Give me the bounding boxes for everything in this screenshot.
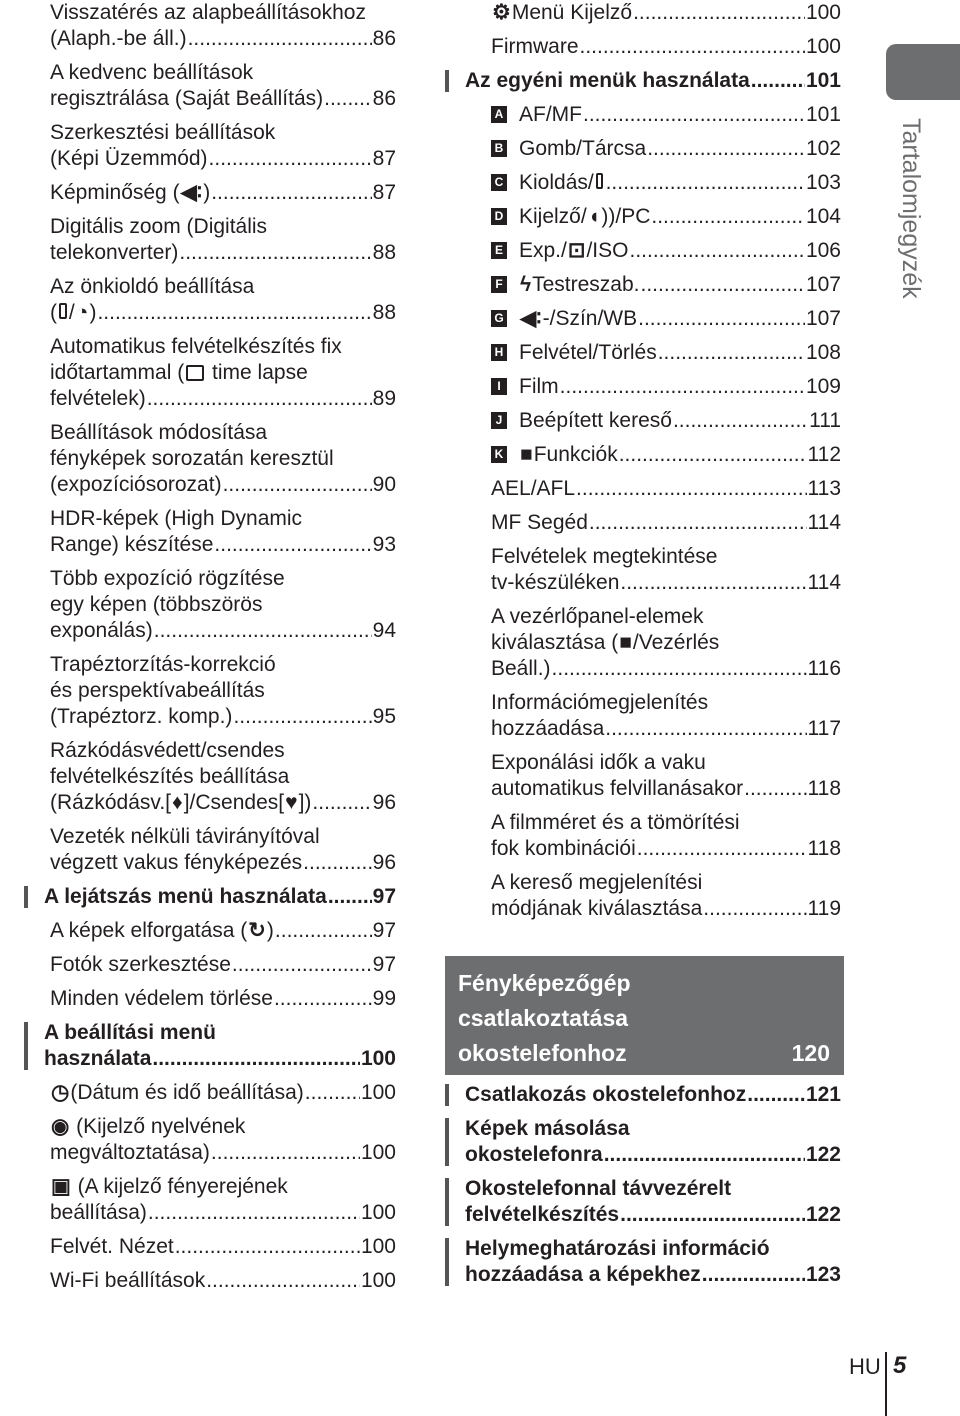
- page-number: 96: [372, 851, 396, 874]
- toc-custom-menu-entry[interactable]: E Exp./ ⊡ /ISO ..... 106: [445, 238, 845, 264]
- page-number: 101: [805, 103, 841, 126]
- page-number: 107: [805, 307, 841, 330]
- toc-entry[interactable]: Rázkódásvédett/csendes felvételkészítés beállítása (Rázkódásv.[ ♦ ]/Csendes[ ♥ ]) ..... 96: [24, 738, 400, 816]
- chapter-title: Fényképezőgép csatlakoztatása okostelefonhoz: [458, 970, 631, 1066]
- page-number: 100: [360, 1047, 396, 1070]
- camera-icon: ■: [619, 631, 632, 654]
- sequential-shooting-icon: [59, 303, 67, 319]
- page-number: 100: [360, 1141, 396, 1164]
- custom-menu-badge: B: [491, 140, 507, 157]
- custom-menu-badge: A: [491, 106, 507, 123]
- toc-section[interactable]: Képek másolása okostelefonra ..... 122: [445, 1116, 845, 1168]
- toc-entry[interactable]: Visszatérés az alapbeállításokhoz (Alaph.-be áll.) ..... 86: [24, 0, 400, 52]
- page-number: 100: [360, 1235, 396, 1258]
- custom-menu-badge: K: [491, 446, 507, 463]
- toc-entry[interactable]: A kereső megjelenítési módjának kiválasztása ..... 119: [445, 870, 845, 922]
- toc-custom-menu-entry[interactable]: I Film ..... 109: [445, 374, 845, 400]
- toc-entry[interactable]: Szerkesztési beállítások (Képi Üzemmód) ..... 87: [24, 120, 400, 172]
- side-tab[interactable]: [886, 44, 960, 100]
- page-number: 100: [360, 1081, 396, 1104]
- toc-entry[interactable]: Firmware ..... 100: [445, 34, 845, 60]
- toc-custom-menu-entry[interactable]: D Kijelző/ ◖ ))/PC ..... 104: [445, 204, 845, 230]
- custom-menu-badge: D: [491, 208, 507, 225]
- toc-smartphone-sections: [445, 1082, 845, 1288]
- camera-icon: ■: [520, 443, 533, 466]
- toc-entry[interactable]: Beállítások módosítása fényképek sorozatán keresztül (expozíciósorozat) ..... 90: [24, 420, 400, 498]
- clock-icon: ◷: [51, 1081, 70, 1104]
- toc-entry[interactable]: Wi-Fi beállítások ..... 100: [24, 1268, 400, 1294]
- custom-menu-badge: H: [491, 344, 507, 361]
- footer-divider: [885, 1352, 887, 1416]
- toc-entry[interactable]: ◷ (Dátum és idő beállítása) ..... 100: [24, 1080, 400, 1106]
- custom-menu-badge: F: [491, 276, 507, 293]
- page-number: 95: [372, 705, 396, 728]
- page-number: 87: [372, 181, 396, 204]
- footer-page-number: 5: [893, 1352, 907, 1379]
- page-number: 112: [807, 443, 841, 466]
- toc-section[interactable]: A beállítási menü használata ..... 100: [24, 1020, 400, 1072]
- toc-entry[interactable]: Képminőség ( ◀∶ ) ..... 87: [24, 180, 400, 206]
- toc-entry[interactable]: Felvételek megtekintése tv-készüléken ..... 114: [445, 544, 845, 596]
- toc-entry[interactable]: HDR-képek (High Dynamic Range) készítése ..... 93: [24, 506, 400, 558]
- toc-entry[interactable]: A vezérlőpanel-elemek kiválasztása (■/Vezérlés Beáll.) ..... 116: [445, 604, 845, 682]
- toc-entry[interactable]: Digitális zoom (Digitális telekonverter) ..... 88: [24, 214, 400, 266]
- custom-menu-badge: J: [491, 412, 507, 429]
- section-bar: [24, 1022, 28, 1070]
- toc-middle-column: [445, 0, 845, 922]
- page-number: 94: [372, 619, 396, 642]
- page-number: 90: [372, 473, 396, 496]
- toc-entry[interactable]: Fotók szerkesztése ..... 97: [24, 952, 400, 978]
- time-lapse-icon: [186, 365, 204, 381]
- monitor-brightness-icon: ▣: [51, 1175, 71, 1198]
- toc-entry[interactable]: ◉ (Kijelző nyelvének megváltoztatása) ..... 100: [24, 1114, 400, 1166]
- flash-icon: ϟ: [520, 273, 532, 296]
- toc-entry[interactable]: Automatikus felvételkészítés fix időtartammal ( time lapse felvételek) ..... 89: [24, 334, 400, 412]
- page-number: 88: [372, 301, 396, 324]
- toc-entry[interactable]: Vezeték nélküli távirányítóval végzett vakus fényképezés ..... 96: [24, 824, 400, 876]
- page-number: 101: [805, 69, 841, 92]
- page-number: 99: [372, 987, 396, 1010]
- language-icon: ◉: [51, 1115, 70, 1138]
- toc-entry[interactable]: A kedvenc beállítások regisztrálása (Saját Beállítás) ..... 86: [24, 60, 400, 112]
- page-number: 122: [805, 1203, 841, 1226]
- section-bar: [445, 1118, 449, 1166]
- section-bar: [445, 1238, 449, 1286]
- toc-entry[interactable]: A filmméret és a tömörítési fok kombinációi ..... 118: [445, 810, 845, 862]
- section-bar: [445, 1084, 449, 1106]
- toc-custom-menu-entry[interactable]: B Gomb/Tárcsa ..... 102: [445, 136, 845, 162]
- toc-entry[interactable]: Több expozíció rögzítése egy képen (többszörös exponálás) ..... 94: [24, 566, 400, 644]
- sound-icon: ◖: [587, 205, 601, 228]
- toc-entry[interactable]: Az önkioldó beállítása ( / ◔ ) ..... 88: [24, 274, 400, 326]
- toc-entry[interactable]: Felvét. Nézet ..... 100: [24, 1234, 400, 1260]
- custom-menu-badge: E: [491, 242, 507, 259]
- toc-entry[interactable]: Exponálási idők a vaku automatikus felvillanásakor ..... 118: [445, 750, 845, 802]
- page-number: 97: [372, 953, 396, 976]
- toc-custom-menu-entry[interactable]: G ◀∶ -/Szín/WB ..... 107: [445, 306, 845, 332]
- toc-custom-menu-entry[interactable]: A AF/MF ..... 101: [445, 102, 845, 128]
- page-number: 88: [372, 241, 396, 264]
- page-number: 122: [805, 1143, 841, 1166]
- section-bar: [445, 1178, 449, 1226]
- toc-entry[interactable]: ⚙ Menü Kijelző ..... 100: [445, 0, 845, 26]
- menu-settings-icon: ⚙: [492, 1, 511, 24]
- toc-entry[interactable]: Minden védelem törlése ..... 99: [24, 986, 400, 1012]
- page-number: 107: [805, 273, 841, 296]
- toc-custom-menu-entry[interactable]: C Kioldás/ ..... 103: [445, 170, 845, 196]
- page-number: 102: [805, 137, 841, 160]
- toc-section[interactable]: Csatlakozás okostelefonhoz ..... 121: [445, 1082, 845, 1108]
- section-bar: [445, 70, 449, 92]
- page-number: 117: [807, 717, 841, 740]
- footer-language: HU: [849, 1354, 881, 1379]
- toc-entry[interactable]: AEL/AFL ..... 113: [445, 476, 845, 502]
- toc-custom-menu-entry[interactable]: F ϟ Testreszab. ..... 107: [445, 272, 845, 298]
- page-number: 116: [807, 657, 841, 680]
- custom-menu-badge: I: [491, 378, 507, 395]
- page-number: 86: [372, 27, 396, 50]
- toc-entry[interactable]: Trapéztorzítás-korrekció és perspektívabeállítás (Trapéztorz. komp.) ..... 95: [24, 652, 400, 730]
- page-number: 123: [805, 1263, 841, 1286]
- toc-custom-menu-entry[interactable]: J Beépített kereső ..... 111: [445, 408, 845, 434]
- section-bar: [24, 886, 28, 908]
- toc-entry[interactable]: MF Segéd ..... 114: [445, 510, 845, 536]
- sequential-shooting-icon: [596, 173, 603, 189]
- chapter-page-number: 120: [791, 1040, 830, 1066]
- page-number: 103: [805, 171, 841, 194]
- page-number: 111: [809, 409, 841, 432]
- toc-entry[interactable]: Információmegjelenítés hozzáadása ..... 117: [445, 690, 845, 742]
- page-number: 108: [805, 341, 841, 364]
- rotate-icon: ↻: [248, 919, 266, 942]
- toc-custom-menu-entry[interactable]: H Felvétel/Törlés ..... 108: [445, 340, 845, 366]
- toc-left-column: [24, 0, 400, 1294]
- toc-entry[interactable]: A képek elforgatása ( ↻ ) ..... 97: [24, 918, 400, 944]
- page-number: 97: [372, 885, 396, 908]
- toc-section[interactable]: A lejátszás menü használata ..... 97: [24, 884, 400, 910]
- toc-section[interactable]: Helymeghatározási információ hozzáadása a képekhez ..... 123: [445, 1236, 845, 1288]
- self-timer-icon: ◔: [75, 301, 89, 324]
- page-number: 119: [807, 897, 841, 920]
- toc-custom-menu-entry[interactable]: K ■ Funkciók ..... 112: [445, 442, 845, 468]
- page-number: 113: [807, 477, 841, 500]
- chapter-heading-box[interactable]: [445, 956, 844, 1075]
- page-number: 114: [807, 571, 841, 594]
- page-number: 100: [360, 1269, 396, 1292]
- side-tab-label: Tartalomjegyzék: [897, 118, 925, 299]
- page-number: 86: [372, 87, 396, 110]
- page-number: 93: [372, 533, 396, 556]
- toc-section[interactable]: Az egyéni menük használata ..... 101: [445, 68, 845, 94]
- page-number: 118: [807, 777, 841, 800]
- toc-section[interactable]: Okostelefonnal távvezérelt felvételkészítés ..... 122: [445, 1176, 845, 1228]
- page-number: 100: [805, 1, 841, 24]
- page-number: 89: [372, 387, 396, 410]
- silent-mode-icon: ♥: [285, 791, 298, 814]
- page-number: 100: [360, 1201, 396, 1224]
- page-number: 106: [805, 239, 841, 262]
- page-number: 109: [805, 375, 841, 398]
- metering-icon: ⊡: [567, 239, 586, 262]
- page-number: 100: [805, 35, 841, 58]
- image-quality-icon: ◀∶: [180, 181, 203, 204]
- custom-menu-badge: C: [491, 174, 507, 191]
- toc-entry[interactable]: ▣ (A kijelző fényerejének beállítása) ..... 100: [24, 1174, 400, 1226]
- image-stabilizer-icon: ♦: [172, 791, 183, 814]
- image-quality-icon: ◀∶: [520, 307, 542, 330]
- page-number: 87: [372, 147, 396, 170]
- page-number: 114: [807, 511, 841, 534]
- page-number: 121: [805, 1083, 841, 1106]
- page-number: 118: [807, 837, 841, 860]
- custom-menu-badge: G: [491, 310, 507, 327]
- page-number: 96: [372, 791, 396, 814]
- page-number: 97: [372, 919, 396, 942]
- page-number: 104: [805, 205, 841, 228]
